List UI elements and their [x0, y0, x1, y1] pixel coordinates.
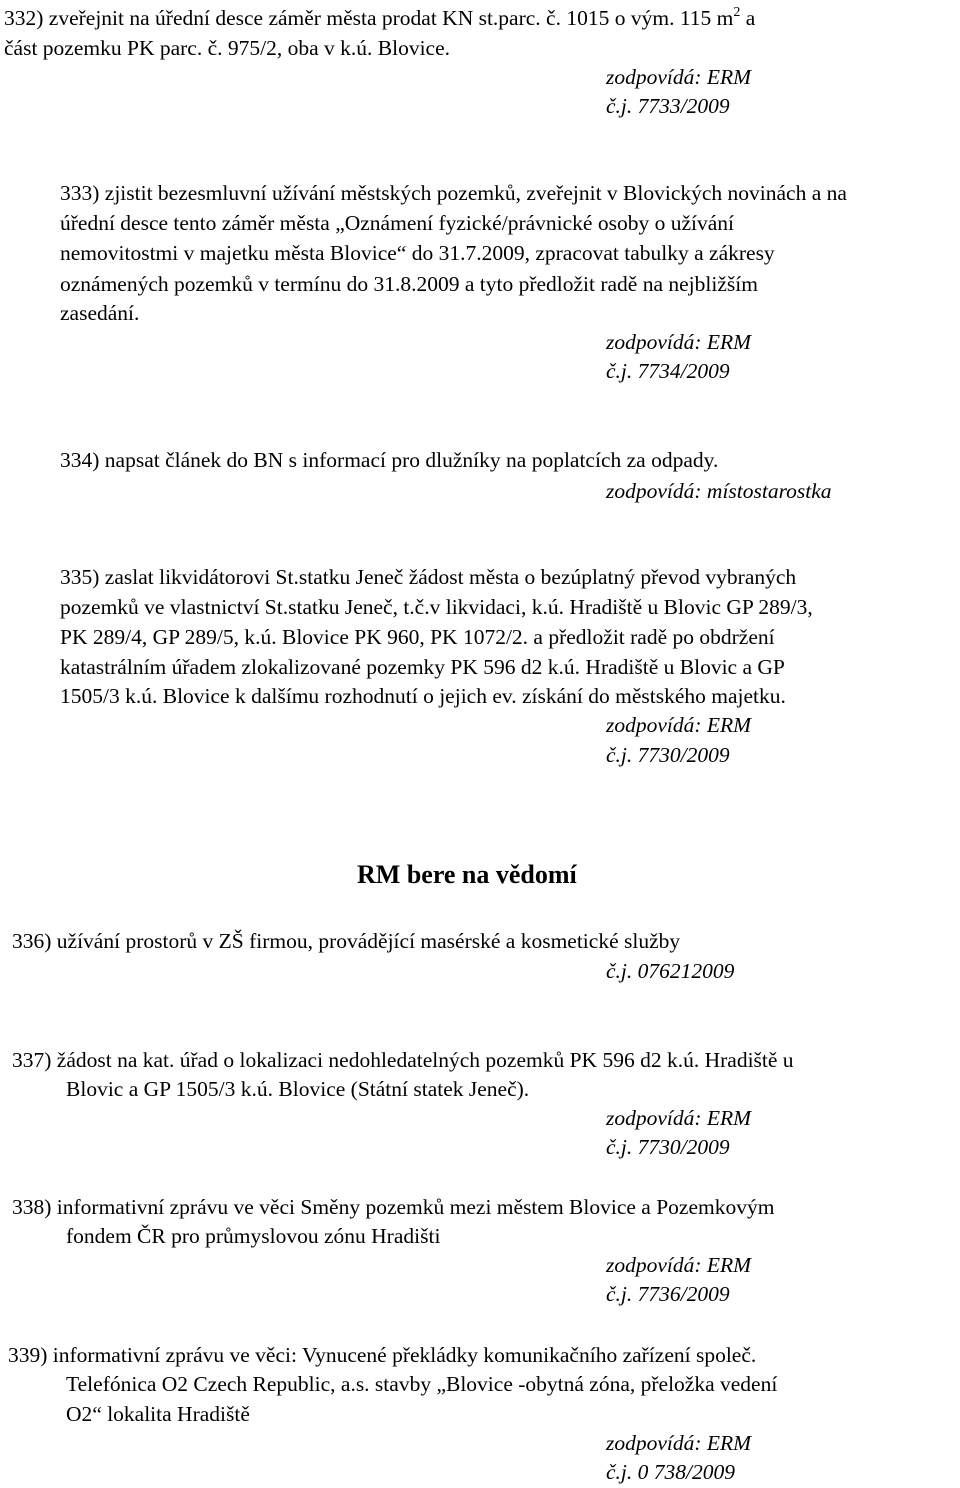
item-333-line-3: nemovitostmi v majetku města Blovice“ do 31.7.2009, zpracovat tabulky a zákresy — [60, 241, 775, 265]
item-335-ref: č.j. 7730/2009 — [606, 743, 730, 767]
item-339-line-2: Telefónica O2 Czech Republic, a.s. stavby „Blovice -obytná zóna, přeložka vedení — [66, 1372, 778, 1396]
item-335-line-2: pozemků ve vlastnictví St.statku Jeneč, t.č.v likvidaci, k.ú. Hradiště u Blovic GP 289/3, — [60, 595, 813, 619]
item-334-responsible: zodpovídá: místostarostka — [606, 479, 832, 503]
item-333-line-2: úřední desce tento záměr města „Oznámení fyzické/právnické osoby o užívání — [60, 211, 734, 235]
item-336-ref: č.j. 076212009 — [606, 959, 735, 983]
item-337-line-1: 337) žádost na kat. úřad o lokalizaci nedohledatelných pozemků PK 596 d2 k.ú. Hradiště u — [12, 1048, 794, 1072]
item-332-line-2: část pozemku PK parc. č. 975/2, oba v k.ú. Blovice. — [4, 36, 451, 60]
item-332-line-1 — [4, 5, 756, 30]
item-332-text: 332) zveřejnit na úřední desce záměr města prodat KN st.parc. č. 1015 o vým. 115 m — [4, 6, 734, 30]
item-338-responsible: zodpovídá: ERM — [606, 1253, 752, 1277]
item-335-line-1: 335) zaslat likvidátorovi St.statku Jeneč žádost města o bezúplatný převod vybraných — [60, 565, 797, 589]
item-335-line-3: PK 289/4, GP 289/5, k.ú. Blovice PK 960, PK 1072/2. a předložit radě po obdržení — [60, 625, 775, 649]
item-338-ref: č.j. 7736/2009 — [606, 1282, 730, 1306]
item-333-line-5: zasedání. — [60, 301, 140, 325]
item-333-ref: č.j. 7734/2009 — [606, 359, 730, 383]
item-339-ref: č.j. 0 738/2009 — [606, 1460, 735, 1484]
item-337-responsible: zodpovídá: ERM — [606, 1106, 752, 1130]
item-337-ref: č.j. 7730/2009 — [606, 1135, 730, 1159]
item-337-line-2: Blovic a GP 1505/3 k.ú. Blovice (Státní statek Jeneč). — [66, 1077, 530, 1101]
item-335-line-4: katastrálním úřadem zlokalizované pozemky PK 596 d2 k.ú. Hradiště u Blovic a GP — [60, 655, 785, 679]
superscript-2: 2 — [733, 5, 741, 20]
item-332-text-tail: a — [740, 6, 756, 30]
item-338-line-2: fondem ČR pro průmyslovou zónu Hradišti — [66, 1224, 441, 1248]
item-333-line-4: oznámených pozemků v termínu do 31.8.2009 a tyto předložit radě na nejbližším — [60, 272, 758, 296]
item-339-line-3: O2“ lokalita Hradiště — [66, 1402, 250, 1426]
item-339-responsible: zodpovídá: ERM — [606, 1431, 752, 1455]
item-335-line-5: 1505/3 k.ú. Blovice k dalšímu rozhodnutí o jejich ev. získání do městského majetku. — [60, 684, 786, 708]
item-336-line-1: 336) užívání prostorů v ZŠ firmou, provádějící masérské a kosmetické služby — [12, 929, 681, 953]
item-333-line-1: 333) zjistit bezesmluvní užívání městských pozemků, zveřejnit v Blovických novinách a na — [60, 181, 847, 205]
item-338-line-1: 338) informativní zprávu ve věci Směny pozemků mezi městem Blovice a Pozemkovým — [12, 1195, 775, 1219]
item-332-responsible: zodpovídá: ERM — [606, 65, 752, 89]
item-339-line-1: 339) informativní zprávu ve věci: Vynucené překládky komunikačního zařízení společ. — [8, 1343, 757, 1367]
section-heading: RM bere na vědomí — [357, 860, 577, 889]
item-335-responsible: zodpovídá: ERM — [606, 713, 752, 737]
item-333-responsible: zodpovídá: ERM — [606, 330, 752, 354]
item-332-ref: č.j. 7733/2009 — [606, 94, 730, 118]
item-334-line-1: 334) napsat článek do BN s informací pro dlužníky na poplatcích za odpady. — [60, 448, 719, 472]
